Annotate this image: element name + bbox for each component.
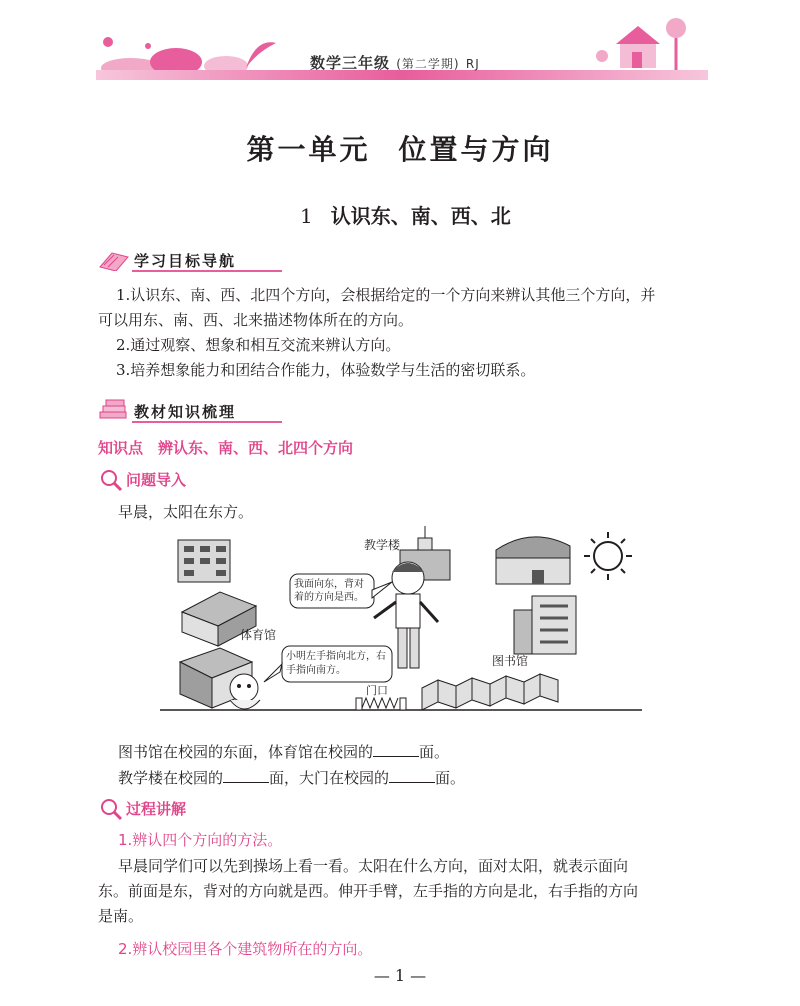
dome-building — [496, 537, 570, 584]
page-number: — 1 — — [373, 966, 427, 985]
page-header — [0, 0, 800, 90]
book-icon — [98, 247, 130, 271]
process-heading: 过程讲解 — [98, 797, 298, 821]
label-gate: 门口 — [366, 684, 388, 697]
question-2: 教学楼在校园的 面，大门在校园的 面。 — [118, 769, 466, 787]
speech-bubble-boy: 我面向东，背对着的方向是西。 — [294, 579, 364, 603]
learning-goals-list — [98, 283, 718, 383]
magnifier-icon — [98, 797, 124, 821]
process-text — [98, 854, 718, 929]
lesson-title: 1 认识东、南、西、北 — [300, 204, 511, 228]
building-top-left — [178, 540, 230, 582]
answer-blank[interactable] — [389, 768, 435, 783]
header-decoration-right — [590, 12, 710, 78]
sun-icon — [584, 532, 632, 580]
fence — [422, 674, 558, 710]
process-line: 是南。 — [98, 907, 144, 925]
unit-title: 第一单元 位置与方向 — [246, 133, 554, 166]
goal-line: 3.培养想象能力和团结合作能力，体验数学与生活的密切联系。 — [116, 361, 536, 379]
knowledge-point: 知识点 辨认东、南、西、北四个方向 — [98, 439, 354, 457]
magnifier-icon — [98, 468, 124, 492]
label-gym: 体育馆 — [240, 628, 277, 642]
answer-blank[interactable] — [223, 768, 269, 783]
answer-blank[interactable] — [373, 742, 419, 757]
label-teaching-building: 教学楼 — [364, 538, 401, 552]
header-title: 数学三年级 (第二学期) RJ — [310, 54, 480, 72]
goal-line: 可以用东、南、西、北来描述物体所在的方向。 — [98, 311, 414, 329]
gate — [356, 698, 406, 710]
intro-heading: 问题导入 — [98, 468, 298, 492]
campus-illustration — [160, 522, 642, 732]
library-building — [514, 596, 576, 654]
process-step-1: 1.辨认四个方向的方法。 — [118, 831, 283, 849]
knowledge-review-heading: 教材知识梳理 — [98, 398, 398, 424]
goal-line: 2.通过观察、想象和相互交流来辨认方向。 — [116, 336, 401, 354]
books-icon — [98, 398, 130, 422]
goal-line: 1.认识东、南、西、北四个方向，会根据给定的一个方向来辨认其他三个方向，并 — [116, 286, 656, 304]
intro-text: 早晨，太阳在东方。 — [118, 503, 254, 521]
process-step-2: 2.辨认校园里各个建筑物所在的方向。 — [118, 940, 373, 958]
campus-drawing — [160, 522, 642, 732]
process-line: 东。前面是东，背对的方向就是西。伸开手臂，左手指的方向是北，右手指的方向 — [98, 882, 639, 900]
learning-goals-heading: 学习目标导航 — [98, 247, 398, 273]
fairy-character — [230, 674, 260, 709]
speech-bubble-girl: 小明左手指向北方，右手指向南方。 — [286, 651, 386, 676]
question-1: 图书馆在校园的东面，体育馆在校园的 面。 — [118, 743, 450, 761]
label-library: 图书馆 — [492, 654, 529, 668]
process-line: 早晨同学们可以先到操场上看一看。太阳在什么方向，面对太阳，就表示面向 — [118, 857, 629, 875]
